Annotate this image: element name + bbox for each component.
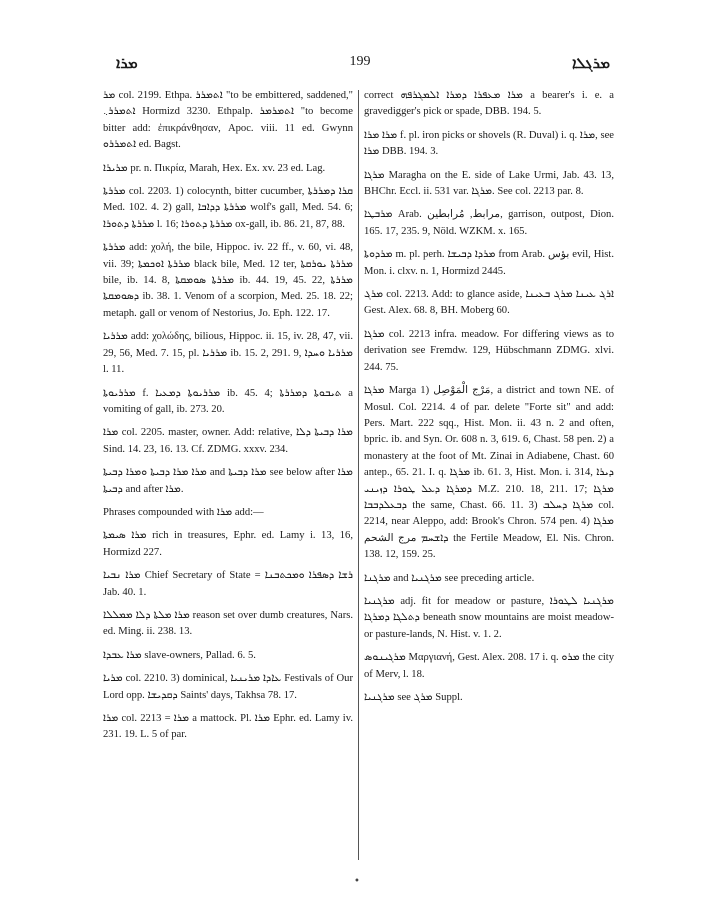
dictionary-entry: ܡܪܪܬܐ add: χολή, the bile, Hippoc. iv. 22 ff., v. 60, vi. 48, vii. 39; ܡܪܪܬܐ ܐܘܟܡܬܐ black bile, Med. 12 ter, ܡܪܪܬܐ ܝܘܪܩܬܐ bile, ib. 14. 8, ܡܪܪܬܐ ܣܘܡܩܬܐ ib. 44. 19, 45. 22, ܡܪܪܬܐ ܕܣܘܡܩܬܐ ib. 38. 1. Venom of a scorpion, Med. 25. 18. 22; metaph. gall or venom of Nestorius, Jo. Eph. 122. 17. [103, 242, 354, 319]
phrases-heading: Phrases compounded with ܡܪܐ add:— [103, 506, 264, 518]
running-head-left: ܡܪܐ [116, 54, 138, 72]
dictionary-entry: ܡܪܐ ܥܒܕܐ slave-owners, Pallad. 6. 5. [103, 649, 256, 661]
dictionary-entry: ܡܪܕܘܬܐ m. pl. perh. ܡܪܕܐ ܕܒܝܫܐ from Arab. بؤس evil, Hist. Mon. i. clxv. n. 1, Hormizd 2445. [364, 249, 615, 277]
dictionary-entry: ܡܪܒܛܐ Arab. مرابط, مُرابطين, garrison, outpost, Dion. 165. 17, 235. 9, Nöld. WZKM. x. 165. [364, 209, 614, 237]
column-divider [358, 90, 359, 860]
footer-mark: • [354, 876, 360, 887]
dictionary-entry: ܡܪܓܢܐ and ܡܪܓܢܝܐ see preceding article. [364, 572, 535, 584]
dictionary-entry: ܡܪܓܐ Maragha on the E. side of Lake Urmi, Jab. 43. 13, BHChr. Eccl. ii. 531 var. ܡܪܓܐ. See col. 2213 par. 8. [364, 169, 614, 198]
dictionary-entry: ܡܪܐ ܡܠܬܐ ܕܠܐ ܡܡܠܠܐ reason set over dumb creatures, Nars. ed. Ming. ii. 238. 13. [103, 609, 353, 638]
dictionary-entry: ܡܪܐ ܡܪܐ f. pl. iron picks or shovels (R. Duval) i. q. ܡܪܐ, see ܡܪܐ DBB. 194. 3. [364, 129, 614, 158]
dictionary-entry: ܡܪܝܪܐ pr. n. Πικρία, Marah, Hex. Ex. xv. 23 ed. Lag. [103, 162, 326, 174]
dictionary-entry: ܡܪܓܐ Marga 1) مَرْج الْمَوْصِل, a district and town NE. of Mosul. Col. 2214. 4 of par. delete "Forte sit" and add: Pers. Mart. 222 sqq., Hist. Mon. ii. 43 n. 2 and often, bpric. ib. and Syn. Or. 608 n. 3, 619. 6, Chast. 58 pen. 2) a monastery at the foot of Mt. Zinai in Adiabene, Chast. 60 antep., 65. 21. I. q. ܡܪܓܐ ib. 61. 3, Hist. Mon. i. 314, ܕܝܪܐ ܕܡܪܓܐ ܕܥܠ ܛܘܪܐ ܕܙܝܢܝ M.Z. 210. 18, 211. 17; ܡܪܓܐ ܕܒܥܠܕܒܒܐ the same, Chast. 66. 11. 3) ܡܪܓܐ ܕܚܠܒ col. 2214, near Aleppo, add: Brook's Chron. 574 pen. 4) ܡܪܓܐ ܕܐܫܚܡ مرج الشحم the Fertile Meadow, El. Nis. Chron. 138. 12, 159. 25. [364, 385, 615, 561]
dictionary-entry: ܡܪܓܢܝܐ adj. fit for meadow or pasture, ܡܪܓܢܝܐ ܠܛܘܪܐ ܕܬܠܓܐ ܕܡܪܓܐ beneath snow mountains are moist meadow- or pasture-lands, N. Hist. v. 1. 2. [364, 595, 614, 640]
dictionary-entry: ܡܪܐ col. 2205. master, owner. Add: relative, ܡܪܐ ܕܒܝܬܐ ܕܠܐ Sind. 14. 23, 16. 13. Cf. ZDMG. xxxv. 234. [103, 427, 354, 455]
left-column [103, 88, 353, 751]
dictionary-entry: ܡܪܓܝܢܘܣ Μαργιανή, Gest. Alex. 208. 17 i. q. ܡܪܘ the city of Merv, l. 18. [364, 652, 614, 680]
page-number: 199 [349, 54, 371, 69]
running-head-right: ܡܪܓܠܐ [571, 54, 610, 72]
dictionary-entry: ܡܪܓܢܝܐ see ܡܪܓ Suppl. [364, 692, 463, 703]
dictionary-entry: ܡܪܐ ܣܝܡܬܐ rich in treasures, Ephr. ed. Lamy i. 13, 16, Hormizd 227. [103, 530, 353, 558]
dictionary-entry: ܡܪܝܐ col. 2210. 3) dominical, ܥܐܕܐ ܡܪܝܢܝܐ Festivals of Our Lord opp. ܕܩܕܝܫܐ Saints' days, Takhsa 78. 17. [103, 673, 353, 701]
dictionary-entry: ܡܪܐ ܢܒܝܐ Chief Secretary of State = ܪܫܐ ܕܣܦܪܐ ܘܡܟܬܒܢܐ Jab. 40. 1. [103, 570, 353, 598]
dictionary-entry: ܡܪܪܬܐ col. 2203. 1) colocynth, bitter cucumber, ܩܪܐ ܕܡܪܪܬܐ Med. 102. 4. 2) gall, ܡܪܪܬܐ ܕܕܐܒܐ wolf's gall, Med. 54. 6; ܡܪܪܬܐ ܕܬܘܪܐ l. 16; ܡܪܪܬܐ ܕܬܘܪܐ ox-gall, ib. 86. 21, 87, 88. [103, 186, 353, 230]
dictionary-entry: ܡܪܪܝܘܬܐ f. ܡܪܪܝܘܬܐ ܕܡܥܝܐ ib. 45. 4; ܬܝܒܘܬܐ ܕܡܪܪܬܐ a vomiting of gall, ib. 273. 20. [103, 387, 354, 415]
dictionary-entry: ܡܪܓ col. 2213. Add: to glance aside, ܐܪܓ ܥܝܢܐ ܡܪܓ ܒܥܝܢܐ Gest. Alex. 68. 8, BH. Moberg 60. [364, 289, 614, 317]
right-column [364, 88, 614, 713]
dictionary-entry: ܡܪ col. 2199. Ethpa. ܐܬܡܪܪ "to be embittered, saddened," ܐܬܡܪܪ܆ Hormizd 3230. Ethpalp. ܐܬܡܪܡܪ "to become bitter add: ἐπικράνθησαν, Apoc. viii. 11 ed. Gwynn ܐܬܡܪܪܘ ed. Bagst. [103, 90, 353, 151]
dictionary-entry: ܡܪܐ ܡܪܐ ܕܒܝܬܐ ܘܡܪܐ ܕܒܝܬܐ and ܡܪܐ ܕܒܝܬܐ see below after ܡܪܐ ܕܒܝܬܐ and after ܡܪܐ. [103, 467, 353, 495]
page-header [100, 54, 620, 78]
dictionary-entry: ܡܪܓܐ col. 2213 infra. meadow. For differing views as to derivation see Fremdw. 129, Hübschmann ZDMG. xlvi. 244. 75. [364, 328, 614, 373]
dictionary-entry: ܡܪܐ col. 2213 = ܡܪܐ a mattock. Pl. ܡܪܐ Ephr. ed. Lamy iv. 231. 19. L. 5 of par. [103, 713, 353, 741]
dictionary-entry: ܡܪܪܝܐ add: χολώδης, bilious, Hippoc. ii. 15, iv. 28, 47, vii. 29, 56, Med. 7. 15, pl. ܡܪܪܝܐ ib. 15. 2, 291. 9, ܡܪܪܝܐ ܘܚܕܐ l. 11. [103, 331, 353, 376]
dictionary-entry: correct ܡܪܐ ܡܥܦܪܐ ܕܡܪܐ ܐܠܡܓܪܦܗ a bearer's i. e. a gravedigger's pick or spade, DBB. 194. 5. [364, 90, 614, 118]
